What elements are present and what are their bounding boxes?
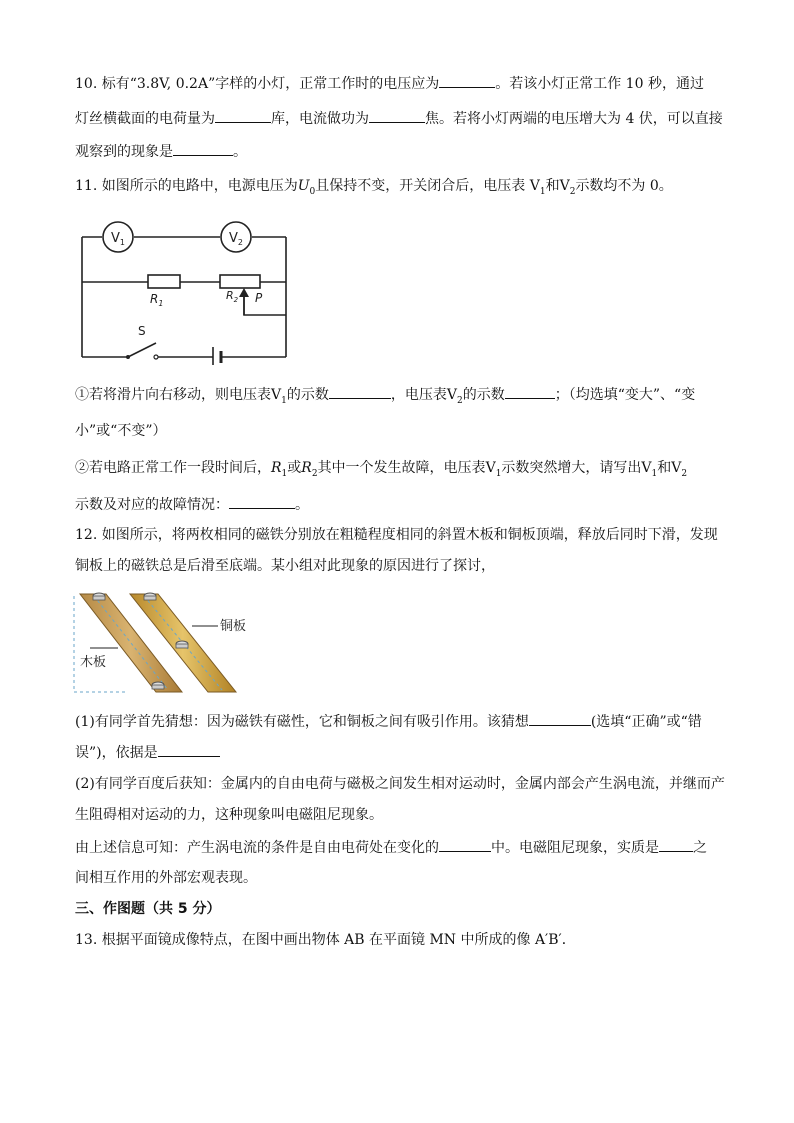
q11-line1: 11. 如图所示的电路中，电源电压为$U_0$且保持不变，开关闭合后，电压表 $V_1$和$V_2$示数均不为 0。 bbox=[75, 178, 673, 197]
q12-part3-line2: 间相互作用的外部宏观表现。 bbox=[75, 870, 257, 886]
switch-s bbox=[128, 343, 156, 357]
section-heading: 三、作图题（共 5 分） bbox=[75, 901, 221, 917]
v2-label: $V_2$ bbox=[229, 231, 243, 247]
answer-blank[interactable] bbox=[229, 494, 295, 509]
q12-line1: 12. 如图所示，将两枚相同的磁铁分别放在粗糙程度相同的斜置木板和铜板顶端，释放后同时下滑，发现 bbox=[75, 527, 718, 543]
answer-blank[interactable] bbox=[439, 73, 495, 88]
q12-part1-line2: 误”)，依据是 bbox=[75, 742, 220, 763]
answer-blank[interactable] bbox=[173, 141, 233, 156]
answer-blank[interactable] bbox=[369, 108, 425, 123]
q10-line3: 观察到的现象是 。 bbox=[75, 141, 247, 162]
q10-line1: 10. 标有“3.8V, 0.2A”字样的小灯，正常工作时的电压应为 。若该小灯正常工作 10 秒，通过 bbox=[75, 73, 704, 94]
copper-label: 铜板 bbox=[220, 619, 247, 634]
wood-label: 木板 bbox=[80, 655, 107, 670]
q12-part1-line1: (1)有同学首先猜想：因为磁铁有磁性，它和铜板之间有吸引作用。该猜想 (选填“正确”或“错 bbox=[75, 711, 702, 732]
q10-line2: 灯丝横截面的电荷量为 库，电流做功为 焦。若将小灯两端的电压增大为 4 伏，可以直接 bbox=[75, 108, 723, 129]
q11-part2-line1: ②若电路正常工作一段时间后，$R_1$或$R_2$其中一个发生故障，电压表$V_1$示数突然增大，请写出$V_1$和$V_2$ bbox=[75, 460, 688, 479]
answer-blank[interactable] bbox=[215, 108, 271, 123]
answer-blank[interactable] bbox=[529, 711, 591, 726]
circuit-diagram bbox=[78, 215, 308, 365]
magnet-icon bbox=[152, 682, 164, 689]
answer-blank[interactable] bbox=[439, 837, 491, 852]
q11-part1-line1: ①若将滑片向右移动，则电压表$V_1$的示数 ，电压表$V_2$的示数 ；（均选填“变大”、“变 bbox=[75, 384, 695, 411]
s-label: S bbox=[138, 324, 146, 338]
r2-label: $R_2$ bbox=[226, 289, 239, 304]
resistor-r1 bbox=[148, 275, 180, 288]
r1-label: $R_1$ bbox=[150, 292, 164, 308]
q12-part2-line2: 生阻碍相对运动的力，这种现象叫电磁阻尼现象。 bbox=[75, 807, 383, 823]
inclined-boards-figure bbox=[72, 588, 262, 698]
magnet-icon bbox=[144, 593, 156, 600]
resistor-r2 bbox=[220, 275, 260, 288]
answer-blank[interactable] bbox=[659, 837, 693, 852]
q12-line2: 铜板上的磁铁总是后滑至底端。某小组对此现象的原因进行了探讨， bbox=[75, 558, 495, 574]
answer-blank[interactable] bbox=[505, 384, 555, 399]
answer-blank[interactable] bbox=[329, 384, 391, 399]
q12-part3-line1: 由上述信息可知：产生涡电流的条件是自由电荷处在变化的 中。电磁阻尼现象，实质是 之 bbox=[75, 837, 707, 858]
p-label: P bbox=[255, 291, 263, 305]
slider-arrow-icon bbox=[239, 288, 249, 297]
q12-part2-line1: (2)有同学百度后获知：金属内的自由电荷与磁极之间发生相对运动时，金属内部会产生涡电流，并继而产 bbox=[75, 776, 725, 792]
magnet-icon bbox=[93, 593, 105, 600]
answer-blank[interactable] bbox=[158, 742, 220, 757]
q11-part2-line2: 示数及对应的故障情况： 。 bbox=[75, 494, 309, 515]
magnet-icon bbox=[176, 641, 188, 648]
v1-label: $V_1$ bbox=[111, 231, 125, 247]
q11-part1-line2: 小”或“不变”） bbox=[75, 423, 167, 439]
q13-line: 13. 根据平面镜成像特点，在图中画出物体 AB 在平面镜 MN 中所成的像 A′B′． bbox=[75, 932, 576, 948]
